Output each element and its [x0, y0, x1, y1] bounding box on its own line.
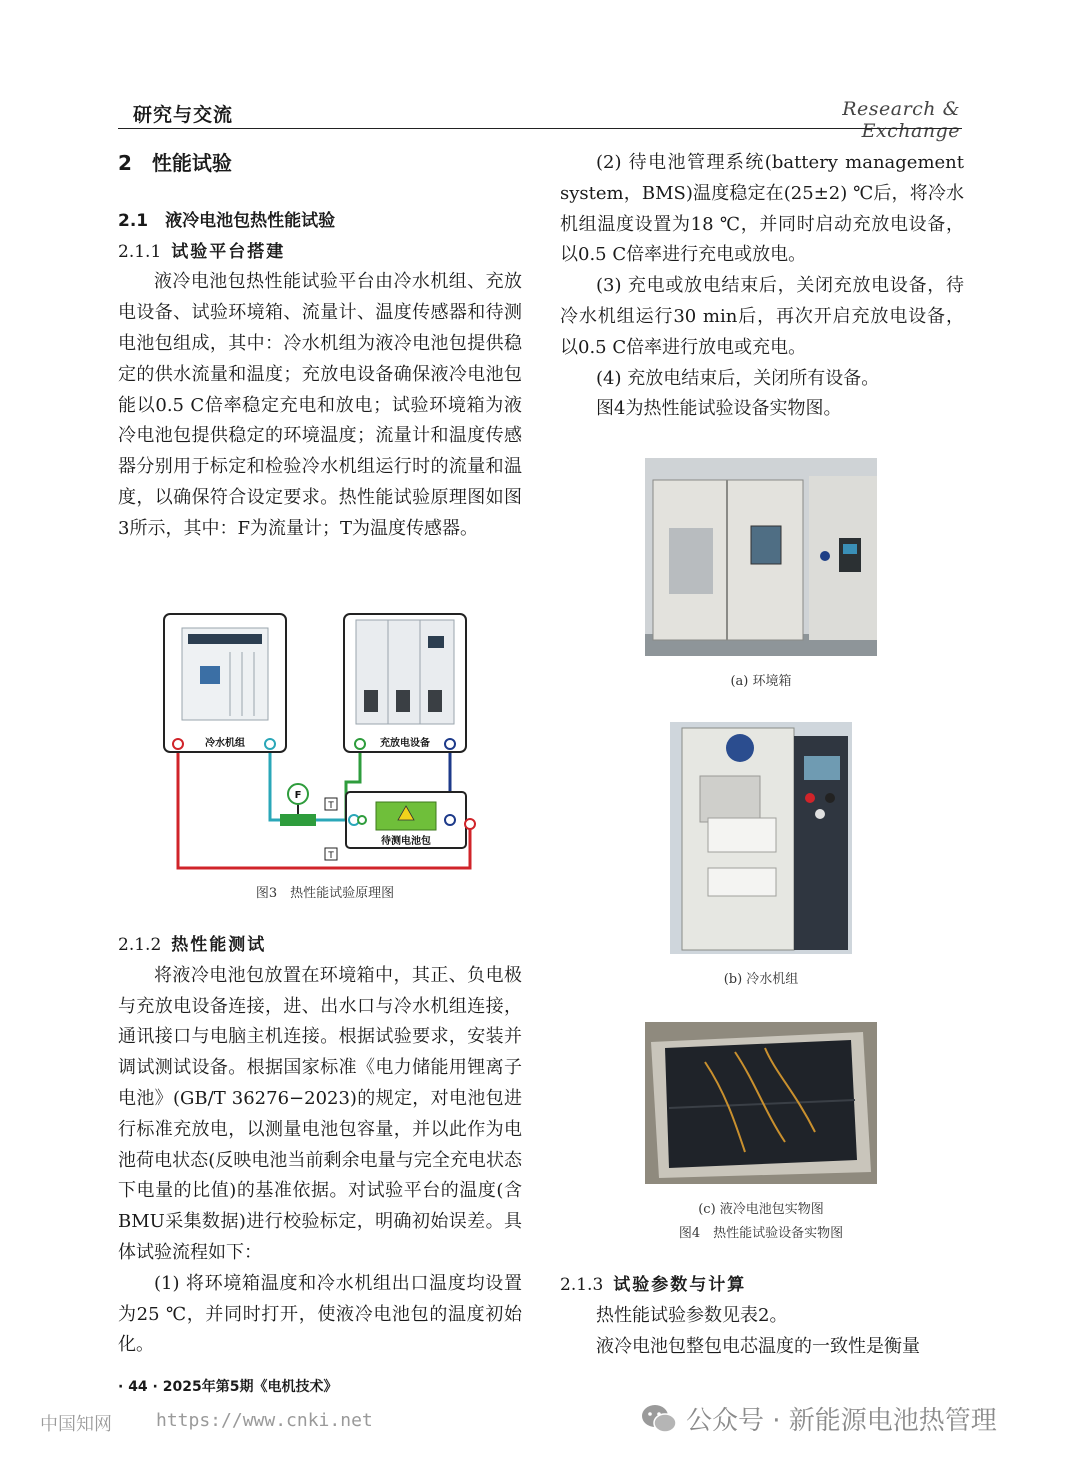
left-column-lower — [118, 930, 522, 1361]
header-rule — [118, 128, 962, 129]
figure-4b-photo — [670, 722, 852, 954]
paragraph: 液冷电池包热性能试验平台由冷水机组、充放电设备、试验环境箱、流量计、温度传感器和待测电池包组成，其中：冷水机组为液冷电池包提供稳定的供水流量和温度；充放电设备确保液冷电池包能以0.5 C倍率稳定充电和放电；试验环境箱为液冷电池包提供稳定的环境温度；流量计和温度传感器分别用于标定和检验冷水机组运行时的流量和温度，以确保符合设定要求。热性能试验原理图如图3所示，其中：F为流量计；T为温度传感器。 — [118, 271, 522, 539]
step-1: (1) 将环境箱温度和冷水机组出口温度均设置为25 ℃，并同时打开，使液冷电池包的温度初始化。 — [118, 1272, 522, 1356]
figure-4c-photo — [645, 1022, 877, 1184]
running-header-right: Research & Exchange — [842, 98, 960, 142]
subsubsection-title-1 — [118, 237, 522, 268]
chiller-label: 冷水机组 — [205, 738, 245, 749]
right-column — [560, 148, 964, 425]
cnki-url[interactable]: https://www.cnki.net — [156, 1410, 373, 1431]
paragraph: 热性能试验参数见表2。 — [596, 1304, 788, 1326]
figure-4-intro: 图4为热性能试验设备实物图。 — [596, 398, 842, 420]
figure-3-caption: 图3 热性能试验原理图 — [255, 886, 395, 901]
wechat-watermark — [640, 1400, 997, 1437]
wechat-icon — [640, 1403, 678, 1435]
subsection-title: 2.1 液冷电池包热性能试验 — [118, 210, 336, 231]
temp-sensor-label: T — [328, 801, 334, 811]
step-3: (3) 充电或放电结束后，关闭充放电设备，待冷水机组运行30 min后，再次开启充放电设备，以0.5 C倍率进行放电或充电。 — [560, 275, 964, 358]
left-column — [118, 148, 522, 545]
subsubsection-label: 试验参数与计算 — [613, 1275, 747, 1295]
figure-3-schematic — [150, 606, 500, 876]
cnki-watermark: 中国知网 — [40, 1414, 112, 1435]
charger-label: 充放电设备 — [380, 738, 430, 749]
page-footer: · 44 · 2025年第5期《电机技术》 — [118, 1379, 338, 1395]
figure-4-title: 图4 热性能试验设备实物图 — [678, 1226, 844, 1241]
subsubsection-label: 热性能测试 — [171, 935, 267, 955]
flow-meter-label: F — [294, 790, 302, 801]
step-4: (4) 充放电结束后，关闭所有设备。 — [596, 367, 880, 389]
section-title: 2 性能试验 — [118, 151, 232, 175]
step-2: (2) 待电池管理系统(battery management system，BMS)温度稳定在(25±2) ℃后，将冷水机组温度设置为18 ℃，并同时启动充放电设备，以0.5 C倍率进行充电或放电。 — [560, 152, 964, 266]
subsubsection-number: 2.1.1 — [118, 241, 162, 262]
schematic-diagram — [150, 606, 500, 876]
figure-4b-caption: (b) 冷水机组 — [723, 972, 799, 987]
subsubsection-number: 2.1.3 — [560, 1275, 604, 1295]
figure-4a-caption: (a) 环境箱 — [730, 674, 792, 689]
figure-4a-photo — [645, 458, 877, 656]
subsubsection-title-3 — [560, 1270, 964, 1301]
battery-label: 待测电池包 — [381, 836, 431, 847]
figure-4c-caption: (c) 液冷电池包实物图 — [698, 1202, 824, 1217]
right-column-lower — [560, 1270, 964, 1362]
paragraph: 将液冷电池包放置在环境箱中，其正、负电极与充放电设备连接，进、出水口与冷水机组连接，通讯接口与电脑主机连接。根据试验要求，安装并调试测试设备。根据国家标准《电力储能用锂离子电池》(GB/T 36276−2023)的规定，对电池包进行标准充放电，以测量电池包容量，并以此作为电池荷电状态(反映电池当前剩余电量与完全充电状态下电量的比值)的基准依据。对试验平台的温度(含BMU采集数据)进行校验标定，明确初始误差。具体试验流程如下： — [118, 964, 522, 1263]
subsubsection-label: 试验平台搭建 — [171, 241, 286, 262]
running-header-left: 研究与交流 — [133, 104, 234, 126]
temp-sensor-label: T — [328, 851, 334, 861]
subsubsection-title-2 — [118, 930, 522, 961]
subsubsection-number: 2.1.2 — [118, 935, 162, 955]
paragraph: 液冷电池包整包电芯温度的一致性是衡量 — [596, 1335, 920, 1357]
wechat-account-label: 公众号 · 新能源电池热管理 — [686, 1406, 997, 1436]
